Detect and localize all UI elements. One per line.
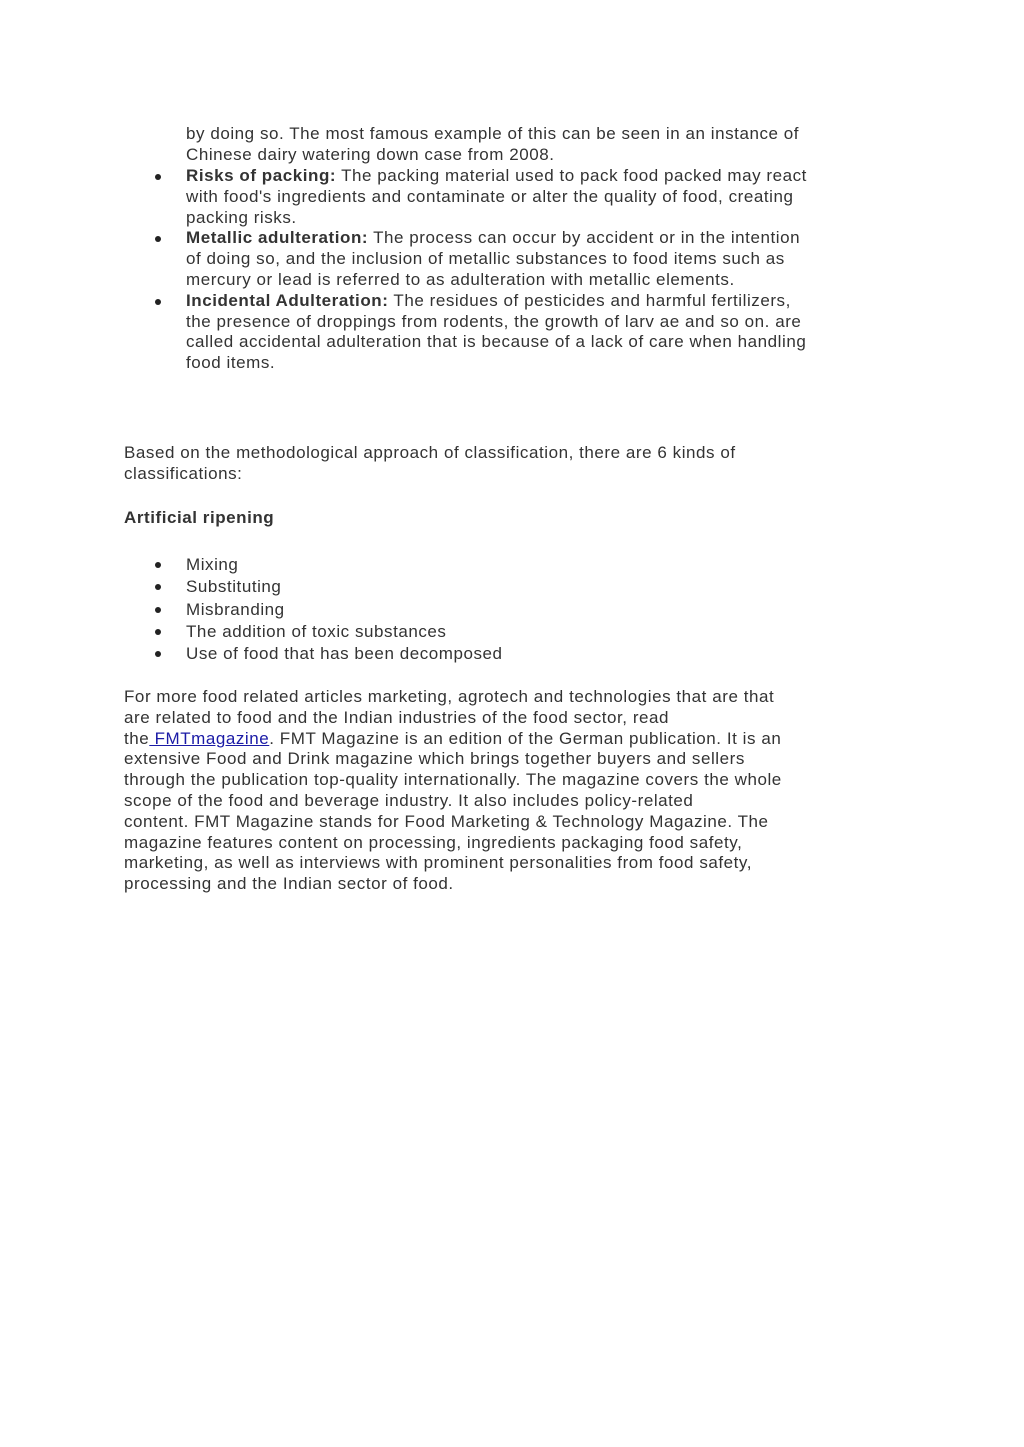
adulteration-types-list: [124, 166, 914, 374]
paragraph-line: extensive Food and Drink magazine which brings together buyers and sellers: [124, 749, 745, 769]
section-heading: Artificial ripening: [124, 508, 275, 527]
list-item: [124, 643, 914, 665]
paragraph-line: Based on the methodological approach of classification, there are 6 kinds of: [124, 443, 736, 462]
paragraph-text: . FMT Magazine is an edition of the German publication. It is an: [269, 728, 782, 748]
fmtmagazine-link[interactable]: FMTmagazine: [149, 728, 270, 748]
list-item-text: the presence of droppings from rodents, the growth of larv ae and so on. are: [186, 311, 802, 331]
list-item-term: Risks of packing:: [186, 166, 337, 185]
bullet-icon: [155, 607, 161, 613]
bullet-icon: [155, 236, 161, 242]
list-item-text: The addition of toxic substances: [186, 621, 447, 641]
list-item-text: Mixing: [186, 555, 239, 574]
list-item-text: The residues of pesticides and harmful fertilizers,: [388, 290, 791, 310]
list-item-text: Substituting: [186, 577, 282, 597]
paragraph-line: [124, 729, 904, 750]
list-item-term: Metallic adulteration:: [186, 228, 369, 248]
list-item-text: mercury or lead is referred to as adulteration with metallic elements.: [186, 269, 735, 289]
continuation-line: Chinese dairy watering down case from 2008.: [186, 144, 555, 164]
list-item: [124, 228, 914, 290]
list-item: [124, 599, 914, 621]
list-item-text: called accidental adulteration that is because of a lack of care when handling: [186, 332, 807, 352]
continuation-paragraph: [186, 124, 926, 166]
paragraph-line: content. FMT Magazine stands for Food Marketing & Technology Magazine. The: [124, 811, 769, 831]
paragraph-text: the: [124, 728, 150, 748]
list-item-text: The packing material used to pack food packed may react: [336, 166, 807, 185]
paragraph-line: scope of the food and beverage industry. It also includes policy-related: [124, 790, 694, 810]
list-item-text: with food's ingredients and contaminate or alter the quality of food, creating: [186, 186, 794, 206]
paragraph-line: processing and the Indian sector of food.: [124, 874, 454, 894]
list-item-text: food items.: [186, 353, 276, 373]
closing-paragraph: [124, 687, 904, 895]
paragraph-line: classifications:: [124, 463, 243, 483]
bullet-icon: [155, 629, 161, 635]
paragraph-line: are related to food and the Indian industries of the food sector, read: [124, 707, 670, 727]
list-item-text: of doing so, and the inclusion of metallic substances to food items such as: [186, 249, 785, 269]
paragraph-line: marketing, as well as interviews with prominent personalities from food safety,: [124, 853, 752, 873]
list-item-text: packing risks.: [186, 207, 297, 227]
list-item: [124, 576, 914, 598]
list-item: [124, 554, 914, 576]
paragraph-line: For more food related articles marketing, agrotech and technologies that are that: [124, 687, 775, 706]
list-item: [124, 621, 914, 643]
list-item-text: The process can occur by accident or in the intention: [368, 228, 801, 248]
bullet-icon: [155, 174, 161, 180]
continuation-line: by doing so. The most famous example of this can be seen in an instance of: [186, 124, 800, 143]
bullet-icon: [155, 584, 161, 590]
classification-list: [124, 554, 914, 665]
bullet-icon: [155, 562, 161, 568]
bullet-icon: [155, 651, 161, 657]
list-item-text: Misbranding: [186, 599, 285, 619]
bullet-icon: [155, 299, 161, 305]
list-item-term: Incidental Adulteration:: [186, 290, 389, 310]
paragraph-line: through the publication top-quality internationally. The magazine covers the whole: [124, 770, 782, 790]
list-item: [124, 291, 914, 374]
list-item-text: Use of food that has been decomposed: [186, 644, 503, 664]
classification-intro-paragraph: [124, 443, 904, 485]
paragraph-line: magazine features content on processing, ingredients packaging food safety,: [124, 832, 743, 852]
list-item: [124, 166, 914, 228]
